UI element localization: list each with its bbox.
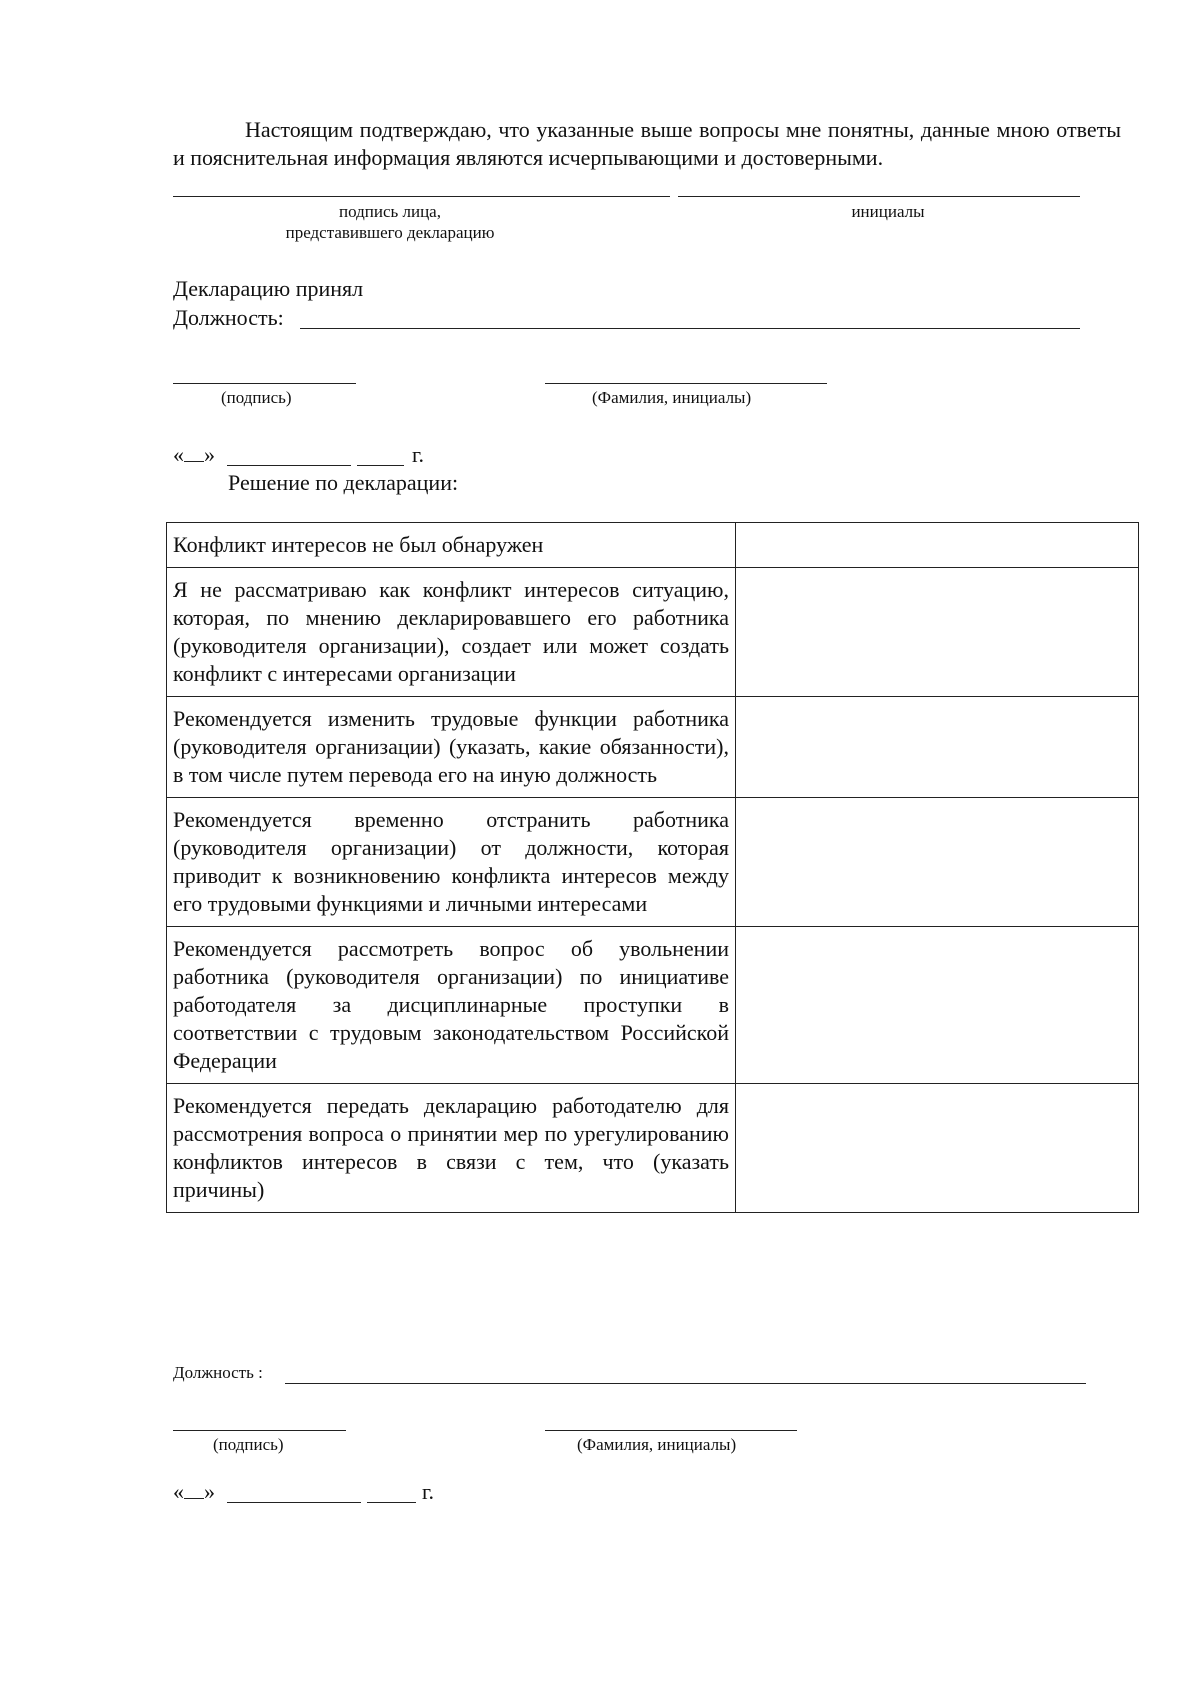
decision-mark-cell[interactable] bbox=[736, 927, 1139, 1084]
table-row bbox=[167, 568, 1139, 697]
decision-mark-cell[interactable] bbox=[736, 697, 1139, 798]
decision-mark-cell[interactable] bbox=[736, 523, 1139, 568]
acceptance-heading: Декларацию принял bbox=[173, 276, 364, 301]
final-year-suffix: г. bbox=[422, 1479, 435, 1504]
decision-option: Рекомендуется рассмотреть вопрос об увольнении работника (руководителя организации) по инициативе работодателя за дисциплинарные проступки в соответствии с трудовым законодательством Российской Федерации bbox=[167, 927, 736, 1084]
acceptance-year-suffix: г. bbox=[412, 442, 425, 467]
table-row bbox=[167, 798, 1139, 927]
final-signature-caption: (подпись) bbox=[213, 1435, 284, 1454]
acceptance-name-line[interactable] bbox=[545, 383, 827, 384]
acceptance-date: « » bbox=[173, 442, 215, 467]
acceptance-position-line[interactable] bbox=[300, 328, 1080, 329]
final-name-caption: (Фамилия, инициалы) bbox=[577, 1435, 737, 1454]
final-position-label: Должность : bbox=[173, 1363, 263, 1382]
acceptance-signature-line[interactable] bbox=[173, 383, 356, 384]
final-date-year-line[interactable] bbox=[367, 1502, 416, 1503]
final-date: « » bbox=[173, 1479, 215, 1504]
final-position-line[interactable] bbox=[285, 1383, 1086, 1384]
table-row bbox=[167, 523, 1139, 568]
decision-option: Рекомендуется временно отстранить работника (руководителя организации) от должности, которая приводит к возникновению конфликта интересов между его трудовыми функциями и личными интересами bbox=[167, 798, 736, 927]
final-name-line[interactable] bbox=[545, 1430, 797, 1431]
table-row bbox=[167, 1084, 1139, 1213]
decision-mark-cell[interactable] bbox=[736, 568, 1139, 697]
acceptance-name-caption: (Фамилия, инициалы) bbox=[592, 388, 752, 407]
decision-mark-cell[interactable] bbox=[736, 1084, 1139, 1213]
table-row bbox=[167, 927, 1139, 1084]
decision-option: Рекомендуется изменить трудовые функции работника (руководителя организации) (указать, какие обязанности), в том числе путем перевода его на иную должность bbox=[167, 697, 736, 798]
table-row bbox=[167, 697, 1139, 798]
decision-option: Рекомендуется передать декларацию работодателю для рассмотрения вопроса о принятии мер по урегулированию конфликтов интересов в связи с тем, что (указать причины) bbox=[167, 1084, 736, 1213]
confirmation-text: Настоящим подтверждаю, что указанные выше вопросы мне понятны, данные мною ответы и пояснительная информация являются исчерпывающими и достоверными. bbox=[173, 117, 1121, 170]
decision-option: Я не рассматриваю как конфликт интересов ситуацию, которая, по мнению декларировавшего его работника (руководителя организации), создает или может создать конфликт с интересами организации bbox=[167, 568, 736, 697]
acceptance-signature-caption: (подпись) bbox=[221, 388, 292, 407]
acceptance-date-year-line[interactable] bbox=[357, 465, 404, 466]
final-signature-line[interactable] bbox=[173, 1430, 346, 1431]
decision-mark-cell[interactable] bbox=[736, 798, 1139, 927]
final-date-month-line[interactable] bbox=[227, 1502, 361, 1503]
acceptance-position-label: Должность: bbox=[173, 305, 284, 330]
decision-heading: Решение по декларации: bbox=[228, 470, 459, 495]
declarant-initials-caption: инициалы bbox=[851, 202, 925, 221]
decision-table bbox=[166, 522, 1139, 1213]
decision-option: Конфликт интересов не был обнаружен bbox=[167, 523, 736, 568]
declarant-initials-line[interactable] bbox=[678, 196, 1080, 197]
acceptance-date-month-line[interactable] bbox=[227, 465, 351, 466]
declarant-signature-line[interactable] bbox=[173, 196, 670, 197]
declarant-signature-caption: подпись лица, представившего декларацию bbox=[285, 202, 495, 242]
